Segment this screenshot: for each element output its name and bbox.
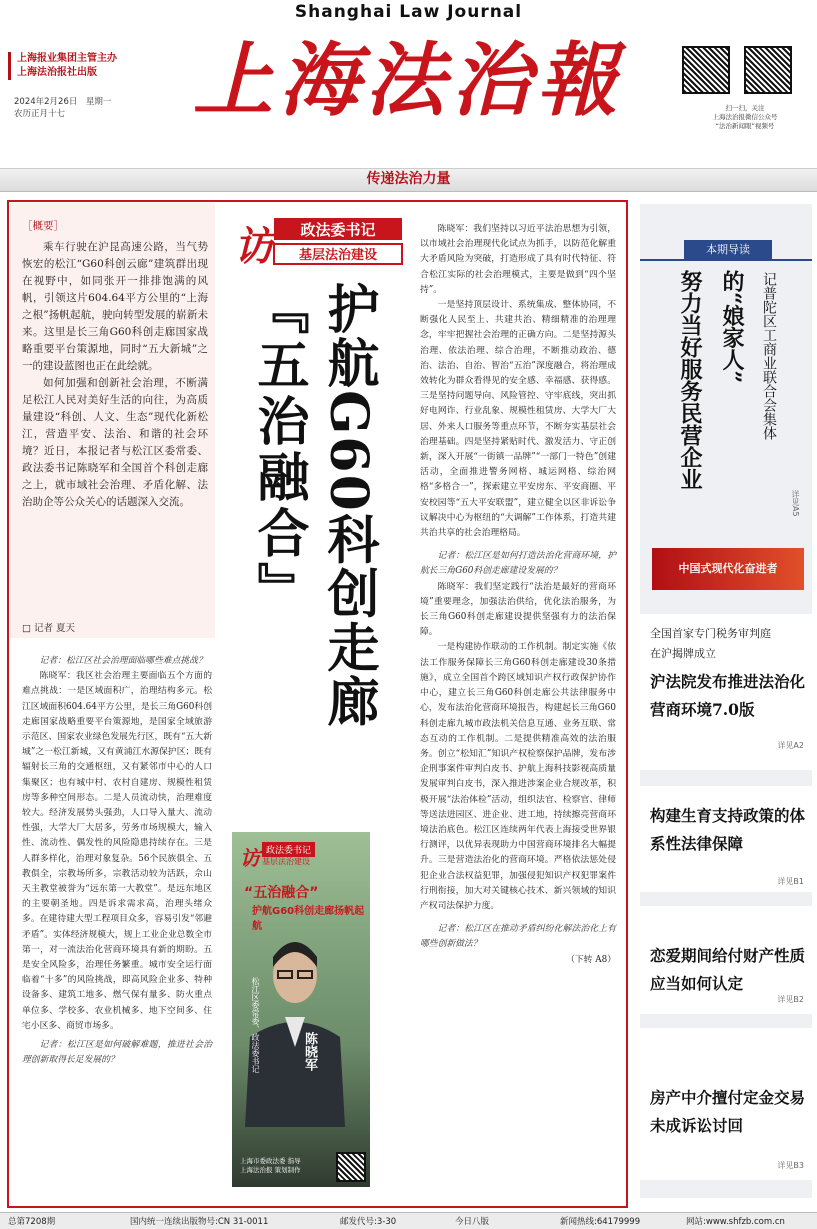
- summary: [22, 218, 208, 511]
- summary-paragraph-2: 如何加强和创新社会治理，不断满足松江人民对美好生活的向往，为高质量建设“科创、人文、生态”现代化新松江，营造平安、法治、和谐的社会环境？近日，本报记者与松江区委常委、政法委书记陈晓军和全国首个科创走廊之上，就市域社会治理、矛盾化解、法治助企等公众关心的话题深入交流。: [22, 377, 208, 508]
- newspaper-logo: 上海法治報: [193, 33, 623, 127]
- poster-badge-bottom: 基层法治建设: [262, 857, 310, 866]
- qr-caption-1: 扫一扫，关注: [725, 104, 765, 112]
- question-1: 记者：松江区社会治理面临哪些难点挑战？: [39, 656, 207, 666]
- answer-1: 陈晓军：我区社会治理主要面临五个方面的难点挑战：一是区域面积广，治理结构多元。松江区域面积604.64平方公里，是长三角G60科创走廊国家战略重要平台策源地，是国家全域旅游示范区、国家农业绿色发展先行区，既有“五大新城”之一松江新城，又有黄浦江水源保护区；既有辐射长三角的交通枢纽，又有紧邻市中心的人口集聚区；也有城中村、农村自建房、规模性租赁房等多种空间形态。二是人员流动快，治理难度较大。经济发展势头强劲，人口导入量大、流动性强，大学大厂大居多，劳务市场规模大，输入性、流动性、偶发性的风险隐患持续存在。三是人群多样化，治理对象复杂。56个民族俱全、五教俱全，宗教场所多，宗教活动较为活跃，佘山天主教堂被誉为“远东第一大教堂”。是远东地区的主要朝圣地。四是诉求需求高，治理头绪众多。在建待建大型工程项目众多，容易引发“邻避矛盾”。实体经济规模大，规上工业企业总数全市第一，对一流法治化营商环境具有新的期盼。五是安全风险多，治理任务繁重。城市安全运行面临着“十多”的风险挑战，即高风险企业多、特种设备多、建筑工地多、燃气保有量多、防火重点单位多、学校多、农业机械多、地下空间多、住宅小区多、商贸市场多。: [22, 671, 212, 1031]
- poster-qr-code: [336, 1152, 366, 1182]
- footer-pages: 今日八版: [455, 1217, 490, 1227]
- summary-paragraph-1: 乘车行驶在沪昆高速公路，当气势恢宏的松江“G60科创云廊”建筑群出现在视野中，如同张开一排排饱满的风帆，引领这片604.64平方公里的“上海之根”扬帆起航，驶向转型发展的崭新未来。这里是长三角G60科创走廊国家战略重要平台策源地，同时“五大新城”之一的建设蓝图也正在此绘就。: [22, 241, 208, 372]
- poster-badge-top: 政法委书记: [262, 842, 315, 857]
- sidebar-item-2[interactable]: [640, 786, 812, 892]
- footer-post: 邮发代号:3-30: [340, 1217, 397, 1227]
- headline-main: 护航G60科创走廊: [318, 282, 379, 729]
- badge-top: 政法委书记: [300, 221, 376, 239]
- item4-title: 房产中介擅付定金交易未成诉讼讨回: [650, 1088, 806, 1135]
- item2-title: 构建生育支持政策的体系性法律保障: [650, 806, 806, 853]
- poster-logo: 访: [240, 846, 260, 870]
- english-title: Shanghai Law Journal: [294, 2, 523, 22]
- feature-title-1: 努力当好服务民营企业: [677, 270, 703, 490]
- poster-badge: [240, 842, 360, 870]
- answer-3-p1: 陈晓军：我们坚定践行“法治是最好的营商环境”重要理念，加强法治供给，优化法治服务，为长三角G60科创走廊建设提供坚强有力的法治保障。: [420, 581, 616, 638]
- answer-2-p1: 陈晓军：我们坚持以习近平法治思想为引领，以市域社会治理现代化试点为抓手，以防范化解重大矛盾风险为突破，打造形成了具有时代特征、符合松江实际的社会治理模式，主要是做到“四个坚持”。: [420, 224, 616, 295]
- question-3: 记者：松江区是如何打造法治化营商环境，护航长三角G60科创走廊建设发展的？: [420, 551, 616, 577]
- item3-see[interactable]: 详见B2: [777, 995, 804, 1004]
- question-2: 记者：松江区是如何破解难题，推进社会治理创新取得长足发展的？: [22, 1040, 212, 1066]
- footer-hotline: 新闻热线:64179999: [560, 1217, 641, 1227]
- item2-see[interactable]: 详见B1: [777, 877, 804, 886]
- item1-see[interactable]: 详见A2: [777, 741, 804, 750]
- sidebar-item-3[interactable]: [640, 906, 812, 1014]
- poster-name: 陈晓军: [302, 1032, 317, 1071]
- poster-footer-2: 上海法治报 策划制作: [240, 1166, 301, 1174]
- feature-subtitle: 记普陀区工商业联合会集体: [761, 272, 777, 440]
- series-badge: [232, 212, 404, 270]
- sidebar-item-4[interactable]: [640, 1028, 812, 1180]
- badge-bottom: 基层法治建设: [298, 248, 378, 263]
- footer-site[interactable]: 网站:www.shfzb.com.cn: [686, 1217, 785, 1227]
- publisher-line-1: 上海报业集团主管主办: [17, 53, 117, 64]
- poster-position: 松江区委常委、政法委书记: [251, 977, 260, 1073]
- item3-title: 恋爱期间给付财产性质应当如何认定: [650, 946, 806, 993]
- date-gregorian: 2024年2月26日 星期一: [14, 97, 112, 107]
- poster-footer-1: 上海市委政法委 指导: [240, 1157, 301, 1165]
- feature-title-2: 的“娘家人”: [719, 270, 745, 384]
- item1-kicker: [650, 624, 771, 664]
- sidebar-header: 本期导读: [684, 240, 772, 260]
- headline-sub: 『五治融合』: [248, 282, 309, 618]
- wechat-qr-code: [682, 46, 730, 94]
- interview-poster: [232, 832, 370, 1187]
- qr-caption-3: “法治新闻眼”视频号: [715, 122, 775, 130]
- publisher-line-2: 上海法治报社出版: [17, 67, 97, 78]
- footer-cn: 国内统一连续出版物号:CN 31-0011: [130, 1217, 269, 1227]
- slogan: 传递法治力量: [366, 171, 451, 187]
- qa-column-1: [22, 654, 212, 1068]
- sidebar-header-rule: [640, 259, 812, 261]
- reporter-byline: □ 记者 夏天: [22, 623, 76, 634]
- item1-kicker-1: 全国首家专门税务审判庭: [650, 627, 771, 640]
- item4-see[interactable]: 详见B3: [777, 1161, 804, 1170]
- answer-2-p2: 一是坚持顶层设计、系统集成、整体协同，不断强化人民至上、共建共治、精细精准的治理理念，牢牢把握社会治理的正确方向。二是坚持源头治理、依法治理、综合治理，不断推动政治、德治、法治、自治、智治“五治”深度融合，将治理成效转化为群众看得见的安全感、幸福感、获得感。三是坚持问题导向、风险管控、守牢底线，突出抓好电网诈、行业乱象、规模性租赁房、大学大厂大居、外来人口服务等重点环节，不断夯实基层社会治理基础。四是坚持紧贴时代、激发活力、守正创新，深入开展“一街镇一品牌”“一部门一特色”创建活动，全面推进警务网格、城运网格、综治网格“多格合一”，探索建立平安房东、平安商圈、平安校园等“五大平安联盟”，建立健全以区非诉讼争议解决中心为枢纽的“大调解”工作体系，打造共建共治共享的社会治理格局。: [420, 300, 616, 539]
- footer: [0, 1212, 817, 1229]
- feature-see[interactable]: 详见A5: [791, 490, 800, 517]
- item1-kicker-2: 在沪揭牌成立: [650, 647, 716, 660]
- qa-column-2: [420, 222, 616, 968]
- summary-label: ［概要］: [22, 220, 64, 232]
- badge-logo: 访: [234, 223, 274, 270]
- video-qr-code: [744, 46, 792, 94]
- poster-slogan-2: 护航G60科创走廊扬帆起航: [252, 906, 365, 932]
- question-4: 记者：松江区在推动矛盾纠纷化解法治化上有哪些创新做法？: [420, 924, 616, 950]
- item1-title: 沪法院发布推进法治化营商环境7.0版: [650, 672, 806, 719]
- poster-slogan-1: “五治融合”: [244, 885, 319, 901]
- qr-caption: [676, 104, 814, 131]
- publisher-info: [8, 52, 117, 80]
- sidebar-item-1[interactable]: [640, 614, 812, 770]
- date-lunar: 农历正月十七: [14, 109, 66, 119]
- answer-3-p2: 一是构建协作联动的工作机制。制定实施《依法工作服务保障长三角G60科创走廊建设30条措施》，成立全国首个跨区域知识产权行政保护协作中心，建立长三角G60科创走廊公共法律服务中心，发布法治化营商环境报告，构建起长三角G60科创走廊九城市政法机关信息互通、业务互联、常态互动的工作机制。二是提供精准高效的法治服务。创立“松知汇”知识产权检察保护品牌，发布涉企刑事案件审判白皮书、护航上海科技影视高质量发展审判白皮书，深入推进涉案企业合规改革，积极开展“法治体检”活动，组织法官、检察官、律师等送法进园区、进企业、进工地，持续擦亮营商环境法治底色。松江区连续两年代表上海接受世界银行测评，以优异表现助力中国营商环境排名大幅提升。三是营造法治化的营商环境。严格依法惩处侵犯企业合法权益犯罪，加强侵犯知识产权犯罪案件行刑衔接，加大对关键核心技术、新兴领域的知识产权司法保护力度。: [420, 642, 616, 911]
- footer-issue: 总第7208期: [8, 1217, 56, 1227]
- qr-caption-2: 上海法治报微信公众号: [712, 113, 778, 121]
- poster-footer: [240, 1157, 301, 1175]
- series-banner: 中国式现代化奋进者: [652, 548, 804, 590]
- continued-note: （下转 A8）: [566, 954, 616, 965]
- issue-date: [14, 96, 111, 120]
